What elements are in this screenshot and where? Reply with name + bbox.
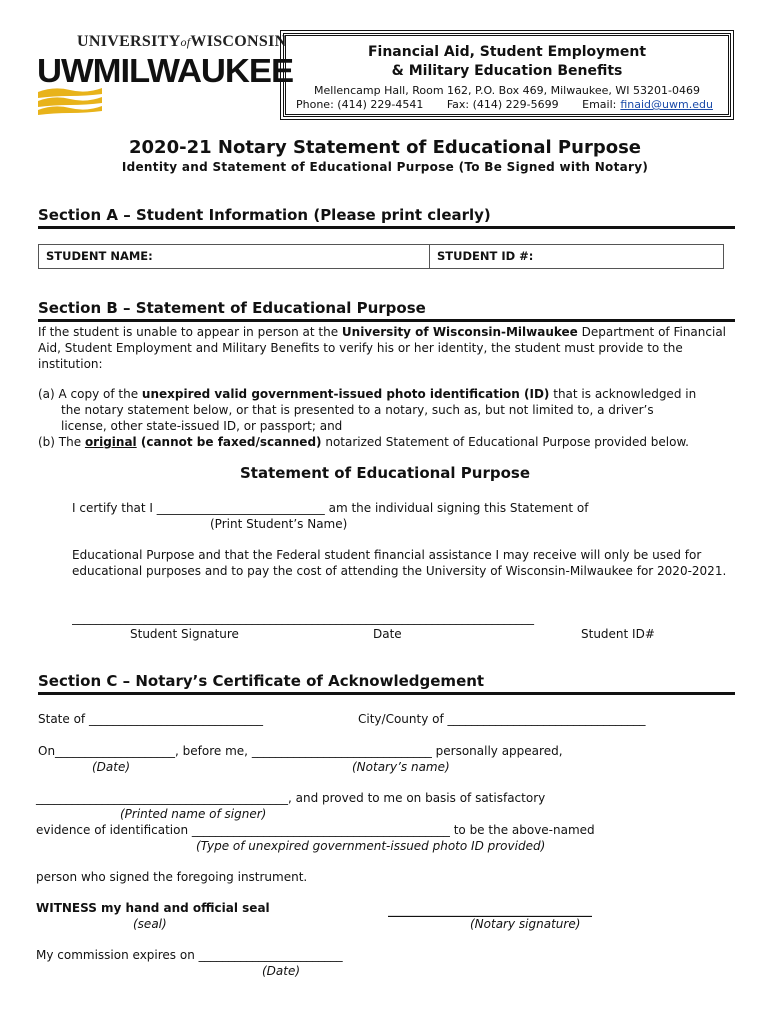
office-phone: Phone: (414) 229-4541 xyxy=(296,98,424,111)
certify-line[interactable]: I certify that I ____________________________ am the individual signing this Statement of xyxy=(72,501,589,515)
office-title-line1: Financial Aid, Student Employment xyxy=(367,44,647,60)
student-signature-line[interactable]: _____________________________________________________________________________ xyxy=(72,611,534,625)
email-label: Email: xyxy=(582,98,617,111)
office-header-box xyxy=(283,33,731,117)
office-fax: Fax: (414) 229-5699 xyxy=(446,98,559,111)
print-name-label: (Print Student’s Name) xyxy=(210,517,348,531)
student-name-field[interactable]: STUDENT NAME: xyxy=(39,245,430,268)
statement-heading: Statement of Educational Purpose xyxy=(239,464,531,482)
logo-wisconsin-text: WISCONSIN xyxy=(190,33,287,50)
appearance-line[interactable]: On____________________, before me, ______________________________ personally appeared, xyxy=(38,744,563,758)
statement-paragraph: Educational Purpose and that the Federal student financial assistance I may receive will only be used for educational purposes and to pay the cost of attending the University of Wisconsin-Milwaukee for 2020-2021. xyxy=(72,548,727,578)
section-b-heading: Section B – Statement of Educational Purpose xyxy=(38,299,735,322)
signer-name-field[interactable]: __________________________________________, and proved to me on basis of satisfactory xyxy=(36,791,546,805)
office-title xyxy=(286,43,728,81)
logo-university-text: UNIVERSITY xyxy=(77,33,181,50)
commission-expiry-field[interactable]: My commission expires on ________________________ xyxy=(36,948,343,962)
requirements-list: (a) A copy of the unexpired valid government-issued photo identification (ID) that is acknowledged in the notary statement below, or that is presented to a notary, such as, but not limited to, a driver’s license, other state-issued ID, or passport; and (b) The original (cannot be faxed/scanned) notarized Statement of Educational Purpose provided below. xyxy=(38,386,738,450)
id-type-label: (Type of unexpired government-issued photo ID provided) xyxy=(196,839,546,853)
notary-signature-line[interactable]: __________________________________ xyxy=(388,903,592,917)
instrument-statement: person who signed the foregoing instrument. xyxy=(36,870,308,884)
state-field[interactable]: State of _____________________________ xyxy=(38,712,263,726)
document-title: 2020-21 Notary Statement of Educational Purpose xyxy=(129,137,641,158)
student-id-field[interactable]: STUDENT ID #: xyxy=(437,249,534,263)
section-c-heading: Section C – Notary’s Certificate of Acknowledgement xyxy=(38,672,735,695)
witness-statement: WITNESS my hand and official seal xyxy=(36,901,270,915)
commission-date-label: (Date) xyxy=(262,964,301,978)
university-wordmark-top xyxy=(77,33,286,51)
student-id-label: Student ID# xyxy=(581,627,655,641)
requirement-b: (b) The original (cannot be faxed/scanned) notarized Statement of Educational Purpose provided below. xyxy=(38,435,689,449)
office-title-line2: & Military Education Benefits xyxy=(391,63,623,79)
document-subtitle: Identity and Statement of Educational Purpose (To Be Signed with Notary) xyxy=(121,160,649,174)
section-b-intro: If the student is unable to appear in person at the University of Wisconsin-Milwaukee Department of Financial Aid, Student Employment and Military Benefits to verify his or her identity, the student must provide to the institution: xyxy=(38,325,726,371)
id-evidence-field[interactable]: evidence of identification ___________________________________________ to be the above-named xyxy=(36,823,595,837)
seal-label: (seal) xyxy=(133,917,167,931)
city-county-field[interactable]: City/County of _________________________________ xyxy=(358,712,646,726)
requirement-a: (a) A copy of the unexpired valid government-issued photo identification (ID) that is acknowledged in xyxy=(38,387,697,401)
date-label: Date xyxy=(373,627,402,641)
uwm-logo-flag-icon xyxy=(36,84,106,116)
office-address: Mellencamp Hall, Room 162, P.O. Box 469, Milwaukee, WI 53201-0469 xyxy=(314,84,700,97)
student-signature-label: Student Signature xyxy=(130,627,239,641)
notary-signature-label: (Notary signature) xyxy=(470,917,581,931)
section-a-heading: Section A – Student Information (Please print clearly) xyxy=(38,206,735,229)
notary-name-label: (Notary’s name) xyxy=(352,760,450,774)
office-contact xyxy=(286,98,738,112)
student-info-table xyxy=(38,244,724,269)
uwm-logo-wordmark: UWMILWAUKEE xyxy=(37,52,294,89)
email-link[interactable]: finaid@uwm.edu xyxy=(620,98,713,111)
printed-name-label: (Printed name of signer) xyxy=(120,807,267,821)
appearance-date-label: (Date) xyxy=(92,760,131,774)
logo-of-text: of xyxy=(180,35,191,49)
